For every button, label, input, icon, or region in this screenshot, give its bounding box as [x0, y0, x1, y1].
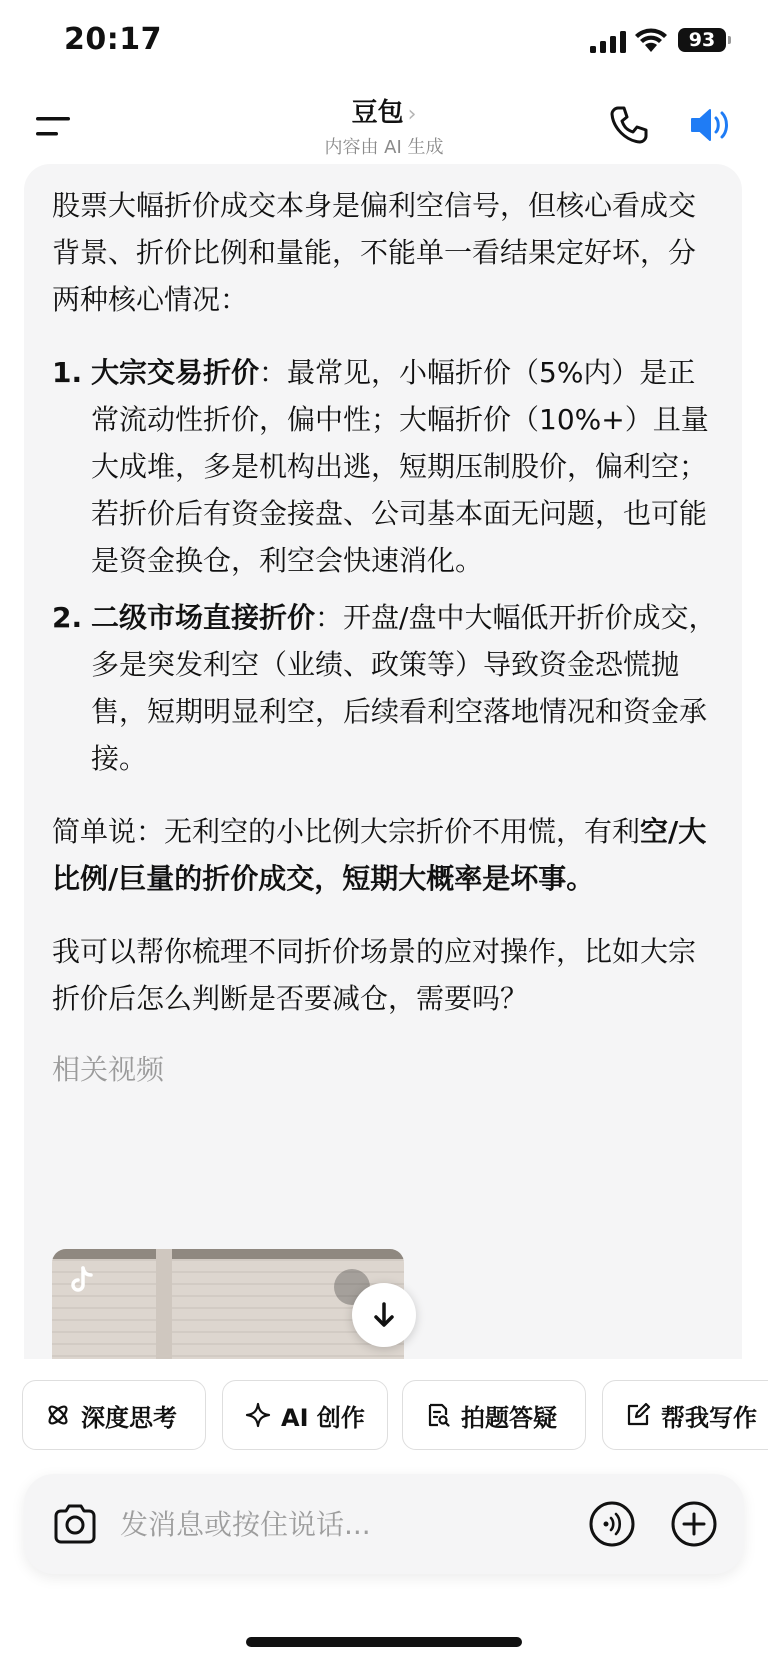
- related-video-card[interactable]: [52, 1249, 404, 1359]
- plus-icon[interactable]: [670, 1500, 718, 1548]
- list-number: 2.: [52, 601, 83, 634]
- list-item-text: ：最常见，小幅折价（5%内）是正常流动性折价，偏中性；大幅折价（10%+）且量大成堆，多是机构出逃，短期压制股价，偏利空；若折价后有资金接盘、公司基本面无问题，也可能是资金换仓，利空会快速消化。: [91, 356, 709, 577]
- list-item-text: ：开盘/盘中大幅低开折价成交，多是突发利空（业绩、政策等）导致资金恐慌抛售，短期明显利空，后续看利空落地情况和资金承接。: [91, 601, 717, 775]
- ai-message-bubble: [24, 164, 742, 1359]
- summary-text: 简单说：无利空的小比例大宗折价不用慌，有利: [52, 815, 641, 848]
- sparkle-icon: [245, 1402, 271, 1428]
- list-item-title: 大宗交易折价: [91, 356, 260, 389]
- phone-icon[interactable]: [608, 104, 650, 146]
- status-bar: [0, 0, 768, 84]
- related-videos-title: 相关视频: [52, 1053, 165, 1086]
- deep-think-button[interactable]: [22, 1380, 206, 1450]
- signal-icon: [590, 31, 626, 53]
- photo-question-button[interactable]: [402, 1380, 586, 1450]
- deep-think-icon: [45, 1402, 71, 1428]
- page-title[interactable]: 豆包: [351, 98, 404, 128]
- message-content: [52, 182, 720, 1090]
- chip-label: 帮我写作: [661, 1403, 757, 1432]
- list-item-title: 二级市场直接折价: [91, 601, 316, 634]
- message-offer: 我可以帮你梳理不同折价场景的应对操作，比如大宗折价后怎么判断是否要减仓，需要吗？: [52, 935, 697, 1015]
- list-number: 1.: [52, 356, 83, 389]
- chevron-right-icon: ›: [407, 102, 417, 127]
- scroll-to-bottom-button[interactable]: [352, 1283, 416, 1347]
- chip-label: AI 创作: [281, 1403, 365, 1432]
- chip-label: 深度思考: [81, 1403, 177, 1432]
- wifi-icon: [634, 26, 668, 54]
- edit-icon: [625, 1402, 651, 1428]
- chat-header: [0, 84, 768, 164]
- voice-input-icon[interactable]: [588, 1500, 636, 1548]
- chip-label: 拍题答疑: [461, 1403, 557, 1432]
- arrow-down-icon: [370, 1301, 398, 1329]
- help-write-button[interactable]: [602, 1380, 768, 1450]
- ai-create-button[interactable]: [222, 1380, 388, 1450]
- message-composer: [24, 1474, 744, 1574]
- photo-question-icon: [425, 1402, 451, 1428]
- battery-indicator: 93: [678, 28, 726, 52]
- message-input[interactable]: [120, 1500, 540, 1548]
- home-indicator: [246, 1637, 522, 1647]
- message-summary: [52, 808, 720, 902]
- douyin-logo-icon: [68, 1265, 96, 1295]
- summary-emphasis: 空/大比例/巨量的折价成交，短期大概率是坏事。: [52, 815, 707, 895]
- title-block[interactable]: [0, 92, 768, 159]
- quick-actions: [0, 1380, 768, 1450]
- speaker-icon[interactable]: [688, 104, 734, 146]
- message-intro: 股票大幅折价成交本身是偏利空信号，但核心看成交背景、折价比例和量能，不能单一看结果定好坏，分两种核心情况：: [52, 189, 697, 316]
- ai-disclaimer: 内容由 AI 生成: [324, 137, 444, 158]
- status-time: 20:17: [64, 22, 162, 57]
- list-item: [52, 349, 720, 584]
- camera-icon[interactable]: [52, 1502, 98, 1546]
- list-item: [52, 594, 720, 782]
